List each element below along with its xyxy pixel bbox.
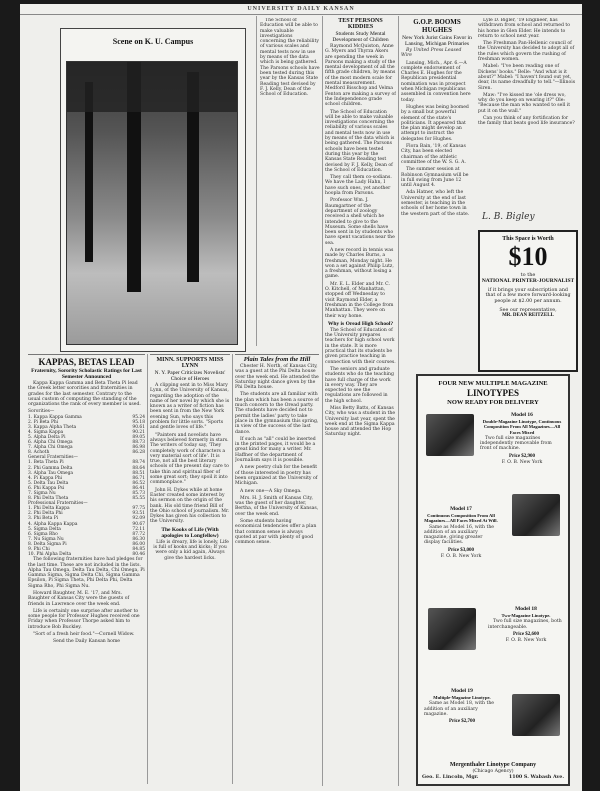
lino-headline-2: LINOTYPES [466,388,519,398]
list-item: 9. Phi Chi 84.85 [28,547,145,553]
campus-photo [66,61,238,345]
kappas-intro: Kappa Kappa Gamma and Beta Theta Pi lead the Greek letter sororities and fraternities in grades for the last semester. Contrary to the usual custom of computing the standing of the organizations the rank of every member is used. [28,381,141,408]
list-item: 1. Beta Theta Pi 88.74 [28,460,145,466]
paragraph: Chester H. North, of Kansas City, was a guest at the Phi Delta house over the week end. He attended the Saturday night dance given by the Phi Delta house. [235,364,319,391]
paragraph: A new one—A Sky Omega. [240,488,302,494]
ad-heading: This Space is Worth [502,236,554,242]
paragraph: Mrs. H. J. Smith of Kansas City, was the guest of her daughter, Bertha, of the University of Kansas, over the week end. [235,495,319,517]
ad-price: $10 [508,242,548,271]
poem-title: The Kooks of Life (With apologies to Longfellow) [161,526,219,539]
paragraph: The School of Education will be able to make valuable investigations concerning the reliability of various scales and mental tests now in use by means of the data which is being gathered. The Parsons schools have been tested during this year by the Kansas State Reading test devised by F. J. Kelly, Dean of the School of Education. [325,109,395,173]
test-article [325,18,396,786]
company-name: Mergenthaler Linotype Company [449,762,537,768]
lino-headline-3: NOW READY FOR DELIVERY [447,399,539,406]
gop-headline: G.O.P. BOOMS HUGHES [413,18,461,34]
model-title: Model 17 [450,506,472,512]
paragraph: Lyle D. Bigler, '19 Engineer, has withdrawn from school and returned to his home in Glen Elder. He intends to return to school next year. [478,18,570,39]
list-item: 10. Phi Alpha Delta 80.46 [28,552,145,558]
list-item: 2. Pi Beta Phi 95.18 [28,419,145,425]
fob: F. O. B. New York [501,460,543,466]
list-item: 4. Sigma Kappa 90.21 [28,429,145,435]
masthead: UNIVERSITY DAILY KANSAN [20,4,582,15]
list-label: Professional Fraternities— [28,501,88,507]
minn-article [150,352,230,784]
linotype-machine-image [428,608,476,650]
paragraph: A clipping sent in to Miss Mary Lynn, of the University of Kansas, regarding the adoption of the name of her novel by which she is known as a writer of fiction has been sent in from the New York evening Sun, who says this problem for little sorts. "Sports and gentle loves of life." [150,383,230,431]
paragraph: Lansing, Mich., Apr. 6.—A complete endorsement of Charles E. Hughes for the Republican presidential nomination was in prospect when Michigan republicans assembled in convention here today. [401,60,471,103]
list-item: 7. Nu Sigma Nu 86.30 [28,536,145,542]
model-body: Two full size magazines, both interchangeable. [488,619,562,630]
agency: (Chicago Agency) [472,769,514,774]
paragraph: The following fraternities have had pledges for the last time. These are not included in the lists. Alpha Tau Omega, Delta Tau Delta, Chi Omega, Pi Gamma Sigma, Sigma Delta Chi, Sigma Gamma Epsilon, Pi Sigma Theta, Phi Delta Phi, Delta Sigma Rho, Phi Sigma Nu. [28,557,145,589]
paragraph: A new poetry club for the benefit of those interested in poetry has been organized at the University of Michigan. [235,465,318,487]
kappas-article [28,352,145,784]
ad-this-space [478,230,578,372]
list-item: 4. Alpha Kappa Kappa 90.67 [28,521,145,527]
paragraph: The summer session at Robinson Gymnasium will be in full swing from June 12 until August 4. [401,167,469,189]
poem: Life is dreary, life is lonely, Life is full of kooks and kicks; If you were only a kid again, Always give the hardest licks. [153,539,229,561]
list-item: 7. Sigma Nu 85.73 [28,490,145,496]
paragraph: Life is certainly one surprise after another to some people for Professor Hughes received one Friday when Professor Thorpe asked him to introduce Bob Buckley. [28,608,140,630]
professional-list [28,501,145,557]
model-title: Model 18 [515,606,537,612]
list-label: Sororities— [28,409,55,415]
plain-headline: Plain Tales from the Hill [243,356,311,363]
paragraph: The School of Education of the University prepares teachers for high school work in the state. It is more practical that its students be given practice teaching in connection with their courses. [325,327,396,365]
list-item: 6. Alpha Chi Omega 88.73 [28,440,145,446]
column-rule [147,354,148,784]
model-subtitle: Double-Magazine Linotype, Continuous Composition From All Magazines—All Faces Mixed [482,419,562,435]
list-item: 3. Alpha Tau Omega 88.51 [28,470,145,476]
linotype-machine-image [512,494,560,536]
linotype-machine-image [512,694,560,736]
minn-subhead: N. Y. Paper Criticizes Novelists' Choice of Heroes [154,370,226,382]
list-item: 1. Phi Delta Kappa 97.75 [28,506,145,512]
signature: L. B. Bigley [482,212,535,222]
list-item: 6. Phi Kappa Psi 86.41 [28,485,145,491]
paragraph: Howard Baughter, M. E. '17, and Mrs. Baughter of Kansas City were the guests of friends in Lawrence over the week end. [28,590,130,607]
list-item: 5. Alpha Delta Pi 89.05 [28,434,145,440]
model-subtitle: Two-Magazine Linotype. [501,613,551,618]
agent-name: Geo. E. Lincoln, Mgr. [422,774,479,780]
paragraph: Flora Bain, '19, of Kansas City, has been elected chairman of the athletic committee of the W. S. G. A. [401,144,466,165]
model-17 [424,506,498,602]
ad-sample: See our representative, [499,307,557,313]
list-item: 2. Phi Delta Phi 93.51 [28,511,145,517]
fob: F. O. B. New York [440,554,482,560]
model-body: Same as Model 16, with the addition of an auxiliary magazine, giving greater display facilities. [424,524,494,546]
linotype-ad [416,374,570,786]
paragraph: Hughes was being boomed by a small but powerful element of the state's politicians. It appeared that the plan might develop an attempt to instruct the delegates for Hughes. [401,104,469,142]
model-title: Model 19 [451,688,473,694]
column-rule [322,16,323,786]
lino-headline-1: FOUR NEW MULTIPLE MAGAZINE [438,380,548,387]
address: 1100 S. Wabash Ave. [508,774,564,780]
ad-body: if it brings your subscription and that of a few more forward-looking people at $2.00 per annum. [485,287,571,305]
list-label: General Fraternities— [28,455,78,461]
model-body: Two full size magazines independently removable from front of machine. [480,435,552,452]
paragraph: Miss Betty Batts, of Kansas City, who was a student in the University last year, spent the week end at the Sigma Kappa house and attended the Hop Saturday night. [325,406,396,438]
model-18 [488,606,564,686]
test-subhead: Students Study Mental Development of Children [332,31,389,43]
paragraph: If such as "all" could be inserted in the printed pages, it would be a great kind for many a writer. Mr. Haffner of the department of Journalism says it is possible. [235,436,316,464]
ad-to: to the [520,272,536,278]
photo-title: Scene on K. U. Campus [112,37,194,46]
paragraph: The Freshman Pan-Hellenic council of the University has decided to adopt all of the rules which govern the rushing of freshman women. [478,41,575,63]
paragraph: Ada Hatner, who left the University at the end of last semester, is teaching in the schools of her home town in the western part of the state. [401,190,470,217]
list-item: 5. Delta Tau Delta 86.52 [28,480,145,486]
list-item: 7. Alpha Chi Omega 86.98 [28,445,145,451]
sorority-list [28,409,145,455]
quote: "Sort of a fresh heir food."—Cornell Widow. [33,632,135,638]
paragraph: A new record in tennis was made by Charles Burns, a freshman, Monday night. He won a set against Philip Lutz, a freshman, without losing a game. [325,247,394,280]
ad-paper: NATIONAL PRINTER-JOURNALIST [481,278,575,284]
list-item: 2. Phi Gamma Delta 88.64 [28,465,145,471]
question-heading: Why is Oread High School? [327,320,394,327]
model-subtitle: Continuous Composition From All Magazines—All Faces Mixed At Will. [424,513,498,524]
quote: Mabel: "I've been reading one of Dickens' books." Belle: "And what is it about?" Mabel: "I haven't found out yet, dear, its name dreadfully to tell."—Illinois Siren. [478,64,576,91]
linotype-machine-image [426,414,474,456]
model-price: Price $3,000 [447,547,475,553]
newspaper-page [20,4,582,791]
test-article-lead [260,18,320,348]
model-price: Price $2,700 [448,719,476,725]
column-rule [232,354,233,784]
paragraph: "Painters and novelists have always believed formerly in stars. The writers of today say, 'They completely work of characters a very material sort of life'. It is true, not all the best literary schools of the present day care to take thin and spiritual fiber of some great sort; they spoil it into commonplace." [150,432,229,486]
foliage [67,62,237,112]
model-19 [424,688,500,750]
list-item: 3. Kappa Alpha Theta 90.61 [28,424,145,430]
list-item: 8. Phi Delta Theta 85.55 [28,496,145,502]
paragraph: Some students having economical tendencies offer a plan that common sense is always quoted at par with plenty of good common sense. [235,519,317,546]
fraternity-list [28,455,145,501]
quote: Maw: "I've kissed me 'ole dress wo, why do you keep on wearing it?" Ole: "Because the man who wanted to sell it put it on the wall." [478,92,571,114]
list-item: 1. Kappa Kappa Gamma 95.24 [28,414,145,420]
list-item: 4. Pi Kappa Phi 86.71 [28,475,145,481]
ad-representative: MR. DEAN REITZELL [502,312,554,318]
model-price: Price $2,900 [508,453,536,459]
column-rule [256,16,257,346]
model-title: Model 16 [511,412,533,418]
paragraph: The students are all familiar with the plan which has been a source of much concern to the Oread party. The students have decided not to permit the ladies' party to take place in the gymnasium this spring, in view of the success of the last dance. [235,392,319,435]
minn-headline: MINN. SUPPORTS MISS LYNN [156,357,224,369]
paragraph: They call them co-sodians. We have the Lady Hahn, I have such ones, yet another hoopla from Parsons. [325,175,392,197]
paragraph: Mr. E. L. Elder and Mr. C. O. Kitchell, of Manhattan, stopped off Wednesday to visit Raymond Elder, a freshman in the College from Manhattan. They were on their way home. [325,281,394,319]
paragraph: John H. Dykes while at home Easter created some interest by his sermon on the origin of the bank. His old time friend Bill of the Ohio school of journalism. Mr. Dykes has given his collection to the University. [150,487,230,525]
model-body: Same as Model 18, with the addition of an auxiliary magazine. [424,701,494,717]
list-item: 8. Achoth 86.28 [28,450,145,456]
list-item: 3. Phi Beta Pi 92.09 [28,516,145,522]
plain-tales-article [235,352,319,784]
test-headline: TEST PERSONS KIDDIES [338,18,383,30]
send-home-note: Send the Daily Kansan home [52,639,121,645]
paragraph: Can you think of any fortification for the family that beats good life insurance? [478,116,575,127]
lino-footer [418,762,568,780]
list-item: 8. Delta Sigma Pi 86.00 [28,541,145,547]
list-item: 6. Sigma Rho 87.72 [28,531,145,537]
paragraph: Raymond McQuiston, Anne G. Myers and Thyrza Akers are spending the week in Parsons making a study of the mental development of all the fifth grade children, by means of the most modern scale for mental measurement. Medford Bisschop and Velma Fenton are making a survey of the Independence grade school children. [325,44,396,108]
model-16 [480,412,564,496]
paragraph: Professor Wm. J. Baumgartner of the department of zoology received a shell which he intended to give to the Museum. Some shells have been sent in by students who have spent vacations near the sea. [325,198,395,246]
model-subtitle: Multiple-Magazine Linotype. [433,695,491,700]
column-rule [398,16,399,786]
list-item: 5. Sigma Delta 72.11 [28,526,145,532]
gop-subhead: New York Jurist Gains Favor in Lansing, Michigan Primaries [402,35,472,47]
model-price: Price $2,600 [512,631,540,637]
paragraph: The seniors and graduate students who do the teaching have full charge of the work in every way. They are expected to see the regulations are followed in the high school. [325,366,394,404]
byline: By United Press Leased Wire [401,48,462,59]
fob: F. O. B. New York [505,638,547,644]
kappas-subhead: Fraternity, Sorority Scholastic Ratings for Last Semester Announced [31,368,142,380]
kappas-headline: KAPPAS, BETAS LEAD [38,357,135,367]
misc-column [478,18,576,210]
paragraph: The School of Education will be able to make valuable investigations concerning the reliability of various scales and mental tests now in use by means of the data which is being gathered. The Parsons schools have been tested during this year by the Kansas State Reading test devised by F. J. Kelly, Dean of the School of Education. [260,18,320,98]
